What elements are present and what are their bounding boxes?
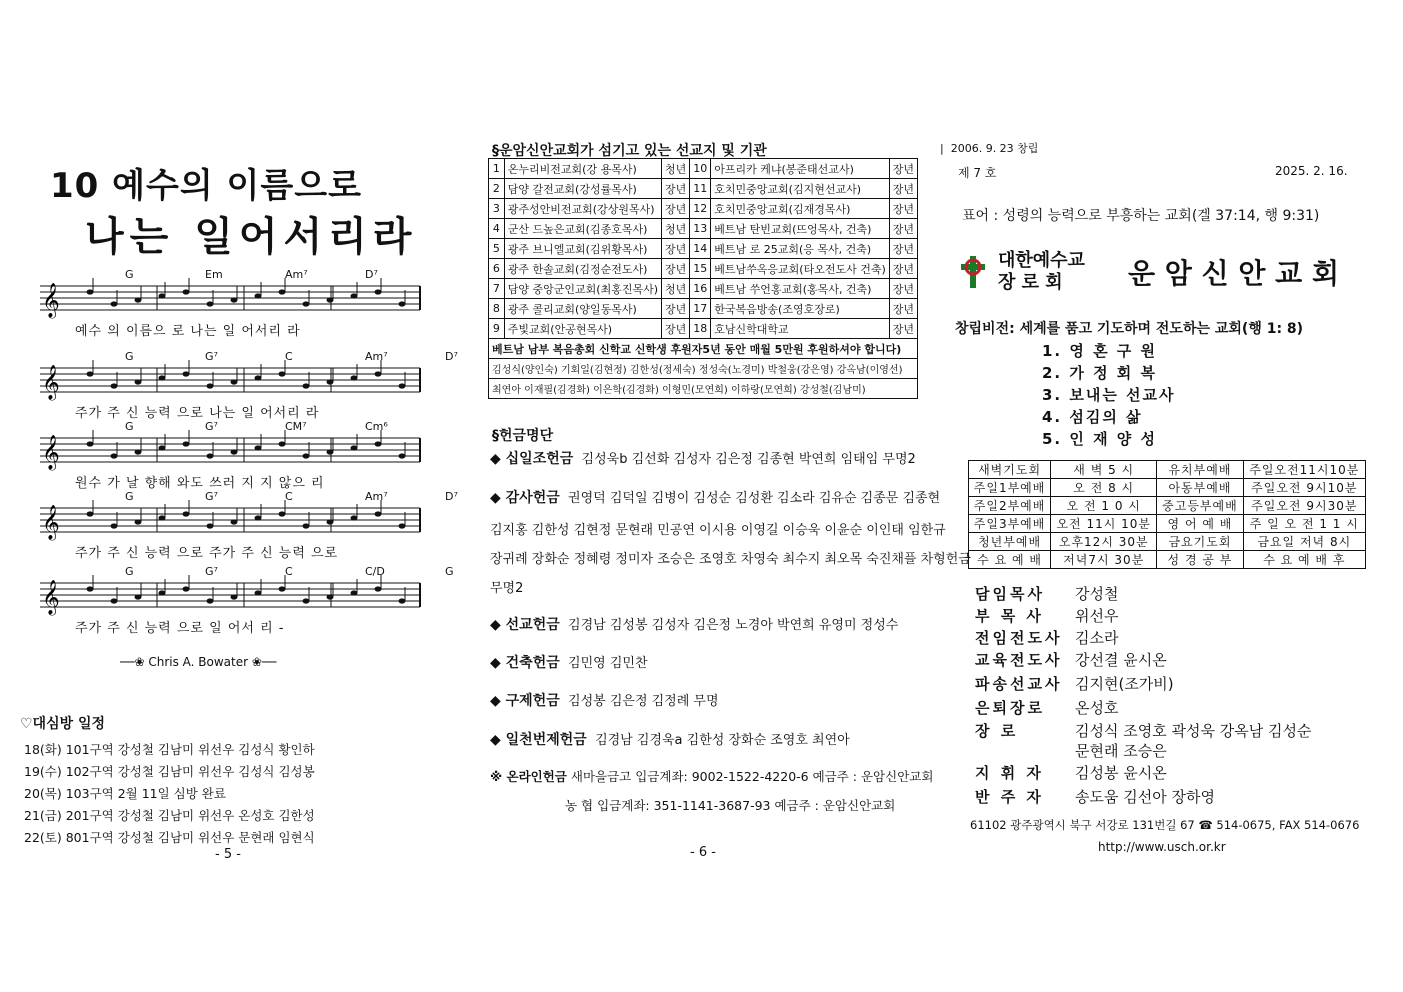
missions-note: 베트남 남부 복음총회 신학교 신학생 후원자5년 동안 매월 5만원 후원하셔야 합니다) [489,339,918,359]
missions-cell-name: 베트남 쑤언홍교회(홍목사, 건축) [711,279,889,299]
page-number-mid: - 6 - [690,845,716,860]
staff-names: 위선우 [1075,607,1119,625]
missions-cell-n: 14 [690,239,711,259]
missions-cell-name: 광주성안비전교회(강상원목사) [504,199,661,219]
missions-row [489,159,918,179]
service-cell: 중고등부예배 [1157,497,1243,515]
service-cell: 새벽기도회 [969,461,1051,479]
svg-text:𝄞: 𝄞 [42,505,60,540]
missions-cell-r: 장년 [662,259,690,279]
chord-label: G [125,565,134,578]
service-cell: 수 요 예 배 [969,551,1051,569]
svg-text:𝄞: 𝄞 [42,580,60,615]
missions-row [489,319,918,339]
missions-cell-n: 3 [489,199,505,219]
staff-row [975,697,1118,718]
staff-role: 은퇴장로 [975,699,1045,717]
missions-sponsors-1: 김성식(양인숙) 기회일(김현정) 김한성(정세숙) 정성숙(노경미) 박철웅(강은영) 강옥남(이영선) [489,359,918,379]
missions-cell-name: 담양 갈전교회(강성률목사) [504,179,661,199]
missions-cell-r: 장년 [889,199,917,219]
offering-label: ◆ 감사헌금 [490,490,560,506]
staff-role: 전임전도사 [975,629,1063,647]
missions-cell-n: 4 [489,219,505,239]
service-row [969,479,1366,497]
service-row [969,533,1366,551]
staff-names: 강성철 [1075,585,1119,603]
chord-label: D⁷ [445,490,458,503]
offering-names: 김경남 김성봉 김성자 김은정 노경아 박연희 유영미 정성수 [568,618,899,633]
staff-role: 반 주 자 [975,788,1044,806]
service-row [969,461,1366,479]
missions-cell-r: 장년 [662,299,690,319]
missions-row [489,239,918,259]
offerings-title: §헌금명단 [492,428,554,444]
vision-item: 4. 섬김의 삶 [1042,408,1143,426]
offering-label: ◆ 건축헌금 [490,655,560,671]
missions-cell-name: 베트남 탄빈교회(뜨엉목사, 건축) [711,219,889,239]
chord-label: Cm⁶ [365,420,388,433]
staff-names: 온성호 [1075,699,1119,717]
service-cell: 영 어 예 배 [1157,515,1243,533]
service-cell: 주일오전 9시10분 [1243,479,1365,497]
service-cell: 성 경 공 부 [1157,551,1243,569]
service-cell: 오후12시 30분 [1051,533,1157,551]
missions-cell-name: 한국복음방송(조영호장로) [711,299,889,319]
offering-names: 김경남 김경욱a 김한성 장화순 조영호 최연아 [595,733,850,748]
missions-cell-n: 6 [489,259,505,279]
visit-row: 18(화) 101구역 강성철 김남미 위선우 김성식 황인하 [24,742,315,757]
staff-names: 김성식 조영호 곽성욱 강옥남 김성순 [1075,722,1312,740]
missions-cell-n: 10 [690,159,711,179]
visit-row: 19(수) 102구역 강성철 김남미 위선우 김성식 김성봉 [24,764,315,779]
missions-row [489,279,918,299]
vision-item: 5. 인 재 양 성 [1042,430,1157,448]
song-lyric: 주가 주 신 능력 으로 주가 주 신 능력 으로 [75,546,339,561]
missions-cell-name: 광주 브니엘교회(김위황목사) [504,239,661,259]
missions-cell-name: 주빛교회(안공현목사) [504,319,661,339]
missions-row [489,219,918,239]
offering-names: 장귀례 장화순 정혜령 정미자 조승은 조영호 차영숙 최수지 최오목 숙진채플 차형헌금 [490,552,971,567]
missions-cell-n: 13 [690,219,711,239]
missions-cell-name: 온누리비전교회(강 용목사) [504,159,661,179]
service-cell: 새 벽 5 시 [1051,461,1157,479]
church-address: 61102 광주광역시 북구 서강로 131번길 67 ☎ 514-0675, FAX 514-0676 [970,818,1360,832]
staff-row [975,786,1215,807]
missions-table [488,158,918,399]
chord-label: G⁷ [205,565,218,578]
missions-cell-name: 담양 중앙군인교회(최홍진목사) [504,279,661,299]
author-name: Chris A. Bowater [148,655,249,669]
offering-label: ◆ 일천번제헌금 [490,732,587,748]
chord-label: C [285,350,293,363]
offering-label: ◆ 구제헌금 [490,693,560,709]
staff-names: 송도움 김선아 장하영 [1075,788,1215,806]
missions-cell-n: 12 [690,199,711,219]
service-cell: 저녁7시 30분 [1051,551,1157,569]
chord-label: G [125,490,134,503]
missions-cell-r: 청년 [662,159,690,179]
song-lyric: 주가 주 신 능력 으로 나는 일 어서리 라 [75,406,320,421]
svg-text:𝄞: 𝄞 [42,435,60,470]
chord-label: G⁷ [205,350,218,363]
missions-cell-name: 군산 드높은교회(김종호목사) [504,219,661,239]
svg-text:𝄞: 𝄞 [42,283,60,318]
chord-label: CM⁷ [285,420,307,433]
staff-row [975,627,1118,648]
chord-label: Em [205,268,223,281]
service-cell: 주일3부예배 [969,515,1051,533]
offering-thanks [490,487,940,507]
staff-names: 문현래 조승은 [1075,742,1167,760]
bank-account-2: 농 협 입금계좌: 351-1141-3687-93 예금주 : 운암신안교회 [565,798,896,813]
missions-title: §운암신안교회가 섬기고 있는 선교지 및 기관 [492,143,767,159]
chord-label: G [125,268,134,281]
staff-role: 담임목사 [975,585,1045,603]
missions-cell-n: 9 [489,319,505,339]
founded-date: | 2006. 9. 23 창립 [940,142,1039,155]
missions-cell-n: 11 [690,179,711,199]
church-website[interactable]: http://www.usch.or.kr [1098,840,1226,854]
chord-label: G⁷ [205,420,218,433]
church-name: 운 암 신 안 교 회 [1128,257,1340,290]
service-cell: 청년부예배 [969,533,1051,551]
missions-cell-r: 장년 [889,159,917,179]
chord-label: Am⁷ [285,268,308,281]
vision-item: 3. 보내는 선교사 [1042,386,1176,404]
service-cell: 수 요 예 배 후 [1243,551,1365,569]
chord-label: G [125,350,134,363]
missions-row [489,179,918,199]
staff-row [975,605,1118,626]
missions-cell-name: 베트남 로 25교회(응 목사, 건축) [711,239,889,259]
chord-label: C [285,490,293,503]
motto: 표어 : 성령의 능력으로 부흥하는 교회(겔 37:14, 행 9:31) [962,208,1320,224]
offering-mission [490,614,898,634]
offering-tithe [490,448,916,468]
svg-text:𝄞: 𝄞 [42,365,60,400]
service-row [969,551,1366,569]
song-author: ──❀ Chris A. Bowater ❀── [120,655,277,669]
service-cell: 주일오전 9시30분 [1243,497,1365,515]
missions-row [489,199,918,219]
issue-number: 제 7 호 [958,166,997,180]
missions-cell-name: 호치민중앙교회(김재경목사) [711,199,889,219]
missions-cell-r: 장년 [889,259,917,279]
missions-cell-name: 광주 콜리교회(양일동목사) [504,299,661,319]
service-cell: 유치부예배 [1157,461,1243,479]
offering-names: 무명2 [490,581,524,596]
missions-cell-name: 광주 한솔교회(김정순전도사) [504,259,661,279]
offering-names: 김성욱b 김선화 김성자 김은정 김종현 박연희 임태임 무명2 [581,452,916,467]
missions-cell-n: 18 [690,319,711,339]
offering-names: 김성봉 김은정 김정례 무명 [568,694,719,709]
staff-row [975,583,1118,604]
missions-cell-name: 베트남쑤옥응교회(타오전도사 건축) [711,259,889,279]
missions-row [489,299,918,319]
online-offering-label: ※ 온라인헌금 [490,769,567,784]
missions-cell-r: 장년 [662,239,690,259]
missions-cell-name: 호남신학대학교 [711,319,889,339]
offering-names: 김민영 김민찬 [568,656,648,671]
missions-cell-name: 아프리카 케냐(봉준태선교사) [711,159,889,179]
bulletin-date: 2025. 2. 16. [1275,164,1348,178]
staff-role: 파송선교사 [975,675,1063,693]
missions-sponsors-2: 최연아 이재필(김경화) 이은학(김경화) 이형민(모연희) 이하랑(모연희) 강성철(김남미) [489,379,918,399]
missions-cell-name: 호치민중앙교회(김지현선교사) [711,179,889,199]
missions-cell-r: 장년 [889,299,917,319]
missions-cell-n: 2 [489,179,505,199]
staff-names: 강선결 윤시온 [1075,651,1167,669]
service-cell: 주일2부예배 [969,497,1051,515]
offering-relief [490,690,719,710]
chord-label: D⁷ [365,268,378,281]
staff-role: 지 휘 자 [975,764,1044,782]
visit-schedule-title: ♡대심방 일정 [20,716,106,732]
denomination-line1: 대한예수교 [998,250,1085,271]
chord-label: Am⁷ [365,490,388,503]
service-cell: 오전 11시 10분 [1051,515,1157,533]
missions-cell-r: 장년 [662,179,690,199]
missions-cell-n: 16 [690,279,711,299]
bank-account-1: 새마을금고 입금계좌: 9002-1522-4220-6 예금주 : 운암신안교회 [570,769,934,784]
missions-cell-r: 장년 [889,219,917,239]
staff-role: 부 목 사 [975,607,1044,625]
staff-row [975,673,1174,694]
bank-line-1 [490,767,933,785]
missions-cell-r: 청년 [662,219,690,239]
service-schedule [968,460,1366,569]
service-cell: 오 전 1 0 시 [1051,497,1157,515]
missions-cell-r: 장년 [889,179,917,199]
song-lyric: 주가 주 신 능력 으로 일 어서 리 - [75,621,285,636]
church-logo-icon [958,254,988,294]
chord-label: D⁷ [445,350,458,363]
offering-building [490,652,648,672]
song-lyric: 예수 의 이름으 로 나는 일 어서리 라 [75,324,301,339]
denomination [998,250,1085,294]
offering-thousand [490,729,850,749]
vision-item: 1. 영 혼 구 원 [1042,342,1157,360]
chord-label: G⁷ [205,490,218,503]
chord-label: G [125,420,134,433]
service-cell: 주일오전11시10분 [1243,461,1365,479]
founding-vision: 창립비전: 세계를 품고 기도하며 전도하는 교회(행 1: 8) [955,321,1304,337]
missions-cell-n: 8 [489,299,505,319]
founded-text: 2006. 9. 23 창립 [950,142,1039,155]
song-title-line1: 예수의 이름으로 [112,166,362,206]
missions-cell-n: 5 [489,239,505,259]
visit-row: 20(목) 103구역 2월 11일 심방 완료 [24,786,226,801]
chord-label: G [445,565,454,578]
staff-row [975,720,1311,741]
song-title-line2: 나는 일어서리라 [85,214,418,260]
chord-label: Am⁷ [365,350,388,363]
service-row [969,515,1366,533]
service-cell: 아동부예배 [1157,479,1243,497]
staff-row [975,740,1167,761]
service-row [969,497,1366,515]
offering-names: 권영덕 김덕일 김병이 김성순 김성환 김소라 김유순 김종문 김종현 [568,491,941,506]
missions-cell-r: 장년 [889,319,917,339]
song-number: 10 [50,166,100,206]
denomination-line2: 장 로 회 [998,272,1063,293]
staff-row [975,762,1167,783]
staff-role: 교육전도사 [975,651,1063,669]
offering-label: ◆ 십일조헌금 [490,451,574,467]
staff-row [975,649,1167,670]
song-title [50,158,362,207]
service-cell: 금요기도회 [1157,533,1243,551]
staff-names: 김성봉 윤시온 [1075,764,1167,782]
staff-role: 장 로 [975,722,1019,740]
missions-cell-r: 장년 [662,319,690,339]
staff-names: 김지현(조가비) [1075,675,1174,693]
vision-item: 2. 가 정 회 복 [1042,364,1157,382]
visit-row: 22(토) 801구역 강성철 김남미 위선우 문현래 임현식 [24,830,315,845]
missions-cell-r: 장년 [889,279,917,299]
song-lyric: 원수 가 날 향해 와도 쓰러 지 지 않으 리 [75,476,325,491]
missions-cell-r: 청년 [662,279,690,299]
service-cell: 주일1부예배 [969,479,1051,497]
service-cell: 금요일 저녁 8시 [1243,533,1365,551]
missions-cell-n: 15 [690,259,711,279]
service-cell: 주 일 오 전 1 1 시 [1243,515,1365,533]
missions-row [489,259,918,279]
offering-label: ◆ 선교헌금 [490,617,560,633]
missions-cell-n: 1 [489,159,505,179]
missions-cell-n: 17 [690,299,711,319]
chord-label: C/D [365,565,385,578]
missions-cell-r: 장년 [662,199,690,219]
chord-label: C [285,565,293,578]
service-cell: 오 전 8 시 [1051,479,1157,497]
offering-names: 김지홍 김한성 김현정 문현래 민공연 이시용 이영길 이승욱 이윤순 이인태 임한규 [490,523,946,538]
missions-cell-r: 장년 [889,239,917,259]
missions-cell-n: 7 [489,279,505,299]
visit-row: 21(금) 201구역 강성철 김남미 위선우 온성호 김한성 [24,808,315,823]
staff-names: 김소라 [1075,629,1119,647]
page-number-left: - 5 - [215,847,241,862]
